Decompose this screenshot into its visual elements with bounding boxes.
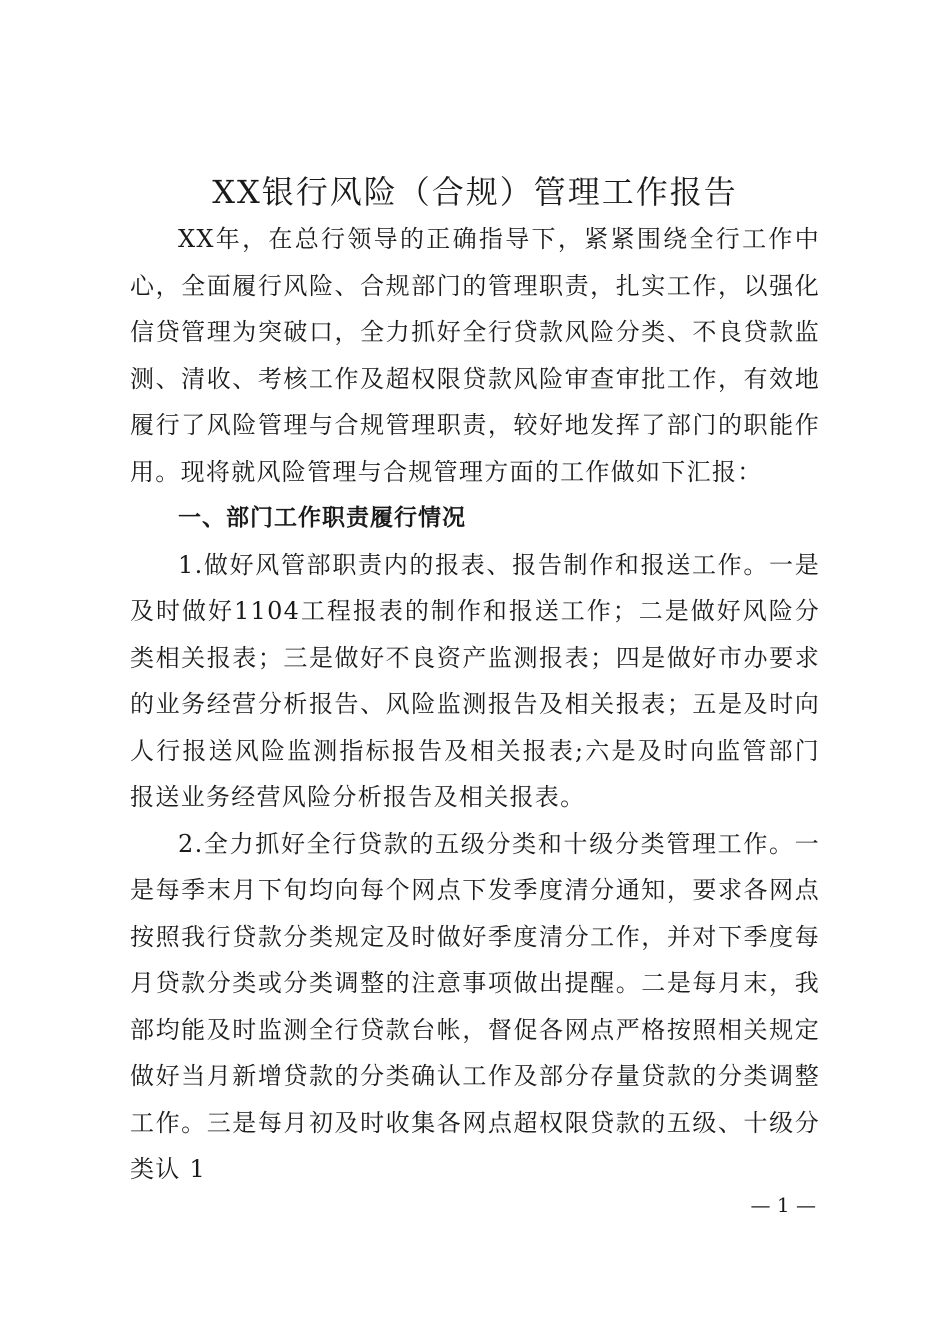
document-title: XX银行风险（合规）管理工作报告: [212, 173, 738, 211]
document-body: [130, 216, 820, 1193]
intro-paragraph: XX年，在总行领导的正确指导下，紧紧围绕全行工作中心，全面履行风险、合规部门的管理职责，扎实工作，以强化信贷管理为突破口，全力抓好全行贷款风险分类、不良贷款监测、清收、考核工作及超权限贷款风险审查审批工作，有效地履行了风险管理与合规管理职责，较好地发挥了部门的职能作用。现将就风险管理与合规管理方面的工作做如下汇报：: [130, 225, 820, 486]
page-number: — 1 —: [750, 1193, 816, 1217]
item-2-paragraph: 2.全力抓好全行贷款的五级分类和十级分类管理工作。一是每季末月下旬均向每个网点下发季度清分通知，要求各网点按照我行贷款分类规定及时做好季度清分工作，并对下季度每月贷款分类或分类调整的注意事项做出提醒。二是每月末，我部均能及时监测全行贷款台帐，督促各网点严格按照相关规定做好当月新增贷款的分类确认工作及部分存量贷款的分类调整工作。三是每月初及时收集各网点超权限贷款的五级、十级分类认 1: [130, 829, 820, 1183]
section-heading: 一、部门工作职责履行情况: [178, 505, 466, 531]
item-1-paragraph: 1.做好风管部职责内的报表、报告制作和报送工作。一是及时做好1104工程报表的制作和报送工作；二是做好风险分类相关报表；三是做好不良资产监测报表；四是做好市办要求的业务经营分析报告、风险监测报告及相关报表；五是及时向人行报送风险监测指标报告及相关报表;六是及时向监管部门报送业务经营风险分析报告及相关报表。: [130, 550, 820, 811]
